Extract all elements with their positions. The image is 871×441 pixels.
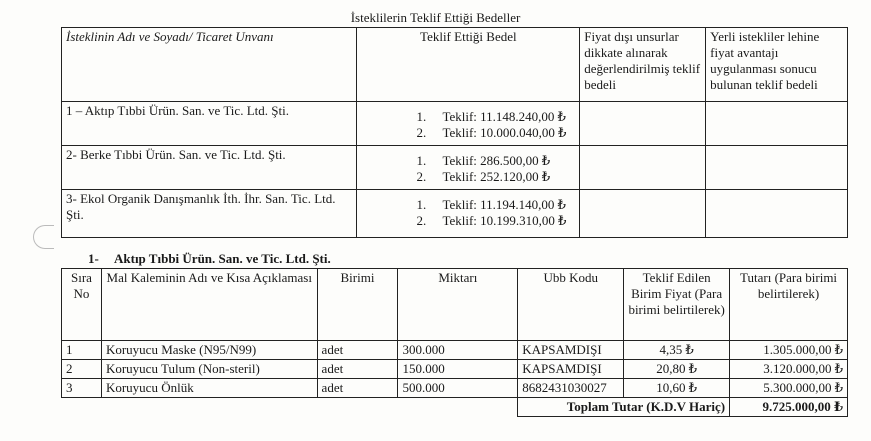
table-row	[62, 341, 848, 360]
local-value	[706, 190, 848, 238]
header-ubb: Ubb Kodu	[518, 269, 624, 341]
non-price-value	[580, 102, 706, 146]
bid-row	[62, 102, 848, 146]
punch-hole-mark	[33, 225, 54, 249]
row-ubb: 8682431030027	[518, 379, 624, 398]
total-row	[62, 398, 848, 417]
header-unit-price: Teklif Edilen Birim Fiyat (Para birimi belirtilerek)	[624, 269, 730, 341]
header-local: Yerli istekliler lehine fiyat avantajı uygulanması sonucu bulunan teklif bedeli	[706, 28, 848, 102]
header-total: Tutarı (Para birimi belirtilerek)	[730, 269, 848, 341]
bid-row	[62, 190, 848, 238]
offer-line: 1. Teklif: 11.148.240,00 ₺	[416, 109, 566, 124]
offer-cell	[357, 102, 580, 146]
row-price: 4,35 ₺	[624, 341, 730, 360]
row-unit: adet	[317, 341, 398, 360]
section-number: 1-	[88, 251, 99, 266]
total-label: Toplam Tutar (K.D.V Hariç)	[518, 398, 730, 417]
table-row	[62, 360, 848, 379]
offer-line: 2. Teklif: 252.120,00 ₺	[416, 169, 551, 184]
row-price: 20,80 ₺	[624, 360, 730, 379]
items-header-row	[62, 269, 848, 341]
header-unit: Birimi	[317, 269, 398, 341]
row-no: 3	[62, 379, 102, 398]
row-name: Koruyucu Maske (N95/N99)	[101, 341, 317, 360]
offer-cell	[357, 190, 580, 238]
header-sira: Sıra No	[62, 269, 102, 341]
header-offer: Teklif Ettiği Bedel	[357, 28, 580, 102]
header-non-price: Fiyat dışı unsurlar dikkate alınarak değerlendirilmiş teklif bedeli	[580, 28, 706, 102]
row-no: 1	[62, 341, 102, 360]
local-value	[706, 102, 848, 146]
row-ubb: KAPSAMDIŞI	[518, 360, 624, 379]
row-name: Koruyucu Tulum (Non-steril)	[101, 360, 317, 379]
bidder-name: 2- Berke Tıbbi Ürün. San. ve Tic. Ltd. Şti.	[62, 146, 357, 190]
row-unit: adet	[317, 360, 398, 379]
bids-header-row	[62, 28, 848, 102]
row-no: 2	[62, 360, 102, 379]
bids-table	[61, 27, 848, 238]
row-total: 1.305.000,00 ₺	[730, 341, 848, 360]
bidder-name: 3- Ekol Organik Danışmanlık İth. İhr. San. Tic. Ltd. Şti.	[62, 190, 357, 238]
total-value: 9.725.000,00 ₺	[730, 398, 848, 417]
local-value	[706, 146, 848, 190]
bidder-name: 1 – Aktıp Tıbbi Ürün. San. ve Tic. Ltd. Şti.	[62, 102, 357, 146]
items-table	[61, 268, 848, 417]
offer-line: 1. Teklif: 11.194.140,00 ₺	[416, 197, 566, 212]
non-price-value	[580, 146, 706, 190]
non-price-value	[580, 190, 706, 238]
bid-row	[62, 146, 848, 190]
header-name: Mal Kaleminin Adı ve Kısa Açıklaması	[101, 269, 317, 341]
row-total: 3.120.000,00 ₺	[730, 360, 848, 379]
row-name: Koruyucu Önlük	[101, 379, 317, 398]
bids-caption: İsteklilerin Teklif Ettiği Bedeller	[350, 10, 521, 25]
offer-cell	[357, 146, 580, 190]
offer-line: 2. Teklif: 10.199.310,00 ₺	[416, 213, 567, 228]
header-qty: Miktarı	[398, 269, 518, 341]
section-title	[88, 251, 331, 267]
header-bidder: İsteklinin Adı ve Soyadı/ Ticaret Unvanı	[62, 28, 357, 102]
row-qty: 150.000	[398, 360, 518, 379]
row-qty: 300.000	[398, 341, 518, 360]
row-price: 10,60 ₺	[624, 379, 730, 398]
row-ubb: KAPSAMDIŞI	[518, 341, 624, 360]
row-unit: adet	[317, 379, 398, 398]
section-company: Aktıp Tıbbi Ürün. San. ve Tic. Ltd. Şti.	[114, 251, 331, 266]
offer-line: 1. Teklif: 286.500,00 ₺	[416, 153, 551, 168]
table-row	[62, 379, 848, 398]
row-qty: 500.000	[398, 379, 518, 398]
offer-line: 2. Teklif: 10.000.040,00 ₺	[416, 125, 567, 140]
row-total: 5.300.000,00 ₺	[730, 379, 848, 398]
